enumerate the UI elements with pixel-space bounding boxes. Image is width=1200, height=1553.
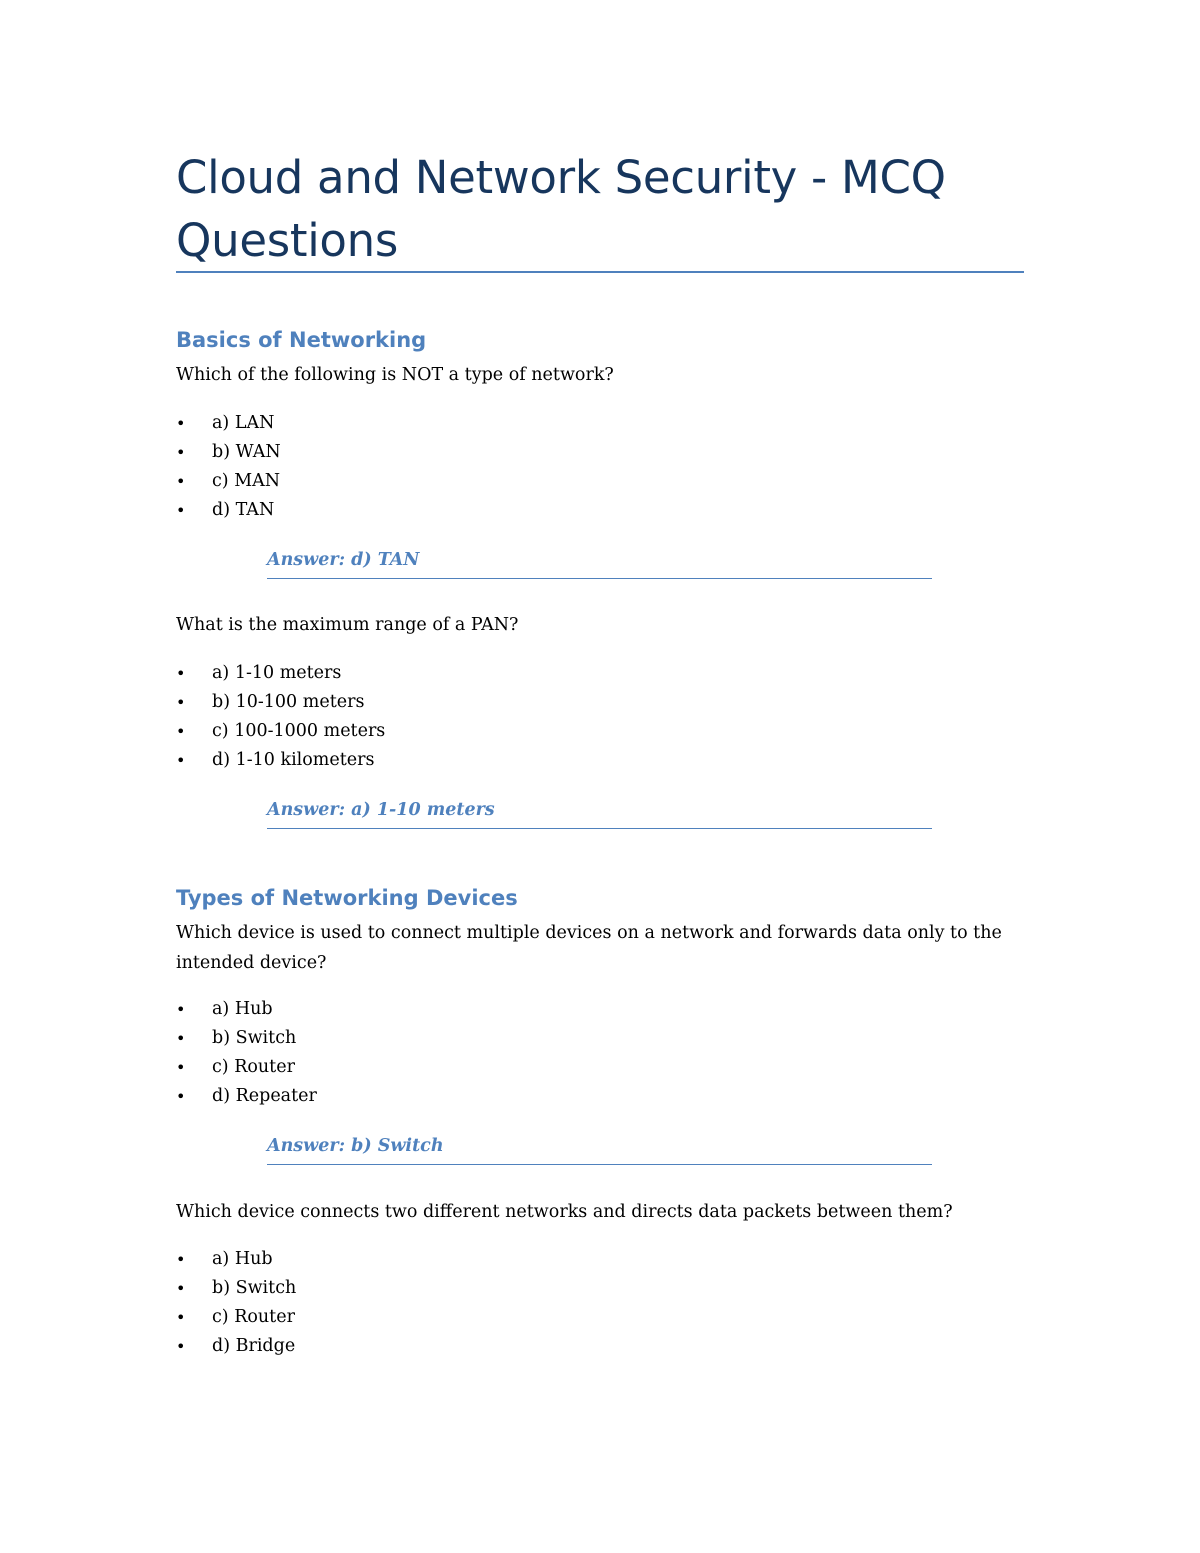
option-item: [176, 1274, 296, 1303]
option-label: d) Repeater: [212, 1086, 317, 1106]
option-label: d) TAN: [212, 500, 275, 520]
bullet-icon: •: [176, 472, 186, 491]
bullet-icon: •: [176, 693, 186, 712]
option-label: a) Hub: [212, 999, 273, 1019]
option-list: [176, 409, 281, 525]
option-item: [176, 438, 281, 467]
option-list: [176, 659, 385, 775]
option-item: [176, 995, 317, 1024]
option-item: [176, 467, 281, 496]
option-label: d) 1-10 kilometers: [212, 750, 375, 770]
answer-callout: Answer: d) TAN: [267, 546, 932, 579]
answer-callout: Answer: a) 1-10 meters: [267, 796, 932, 829]
option-item: [176, 1303, 296, 1332]
option-label: c) Router: [212, 1057, 295, 1077]
bullet-icon: •: [176, 1058, 186, 1077]
option-label: a) 1-10 meters: [212, 663, 342, 683]
option-item: [176, 1082, 317, 1111]
bullet-icon: •: [176, 664, 186, 683]
option-item: [176, 688, 385, 717]
bullet-icon: •: [176, 1337, 186, 1356]
document-title: Cloud and Network Security - MCQ Questions: [176, 151, 946, 267]
option-label: d) Bridge: [212, 1336, 296, 1356]
bullet-icon: •: [176, 1250, 186, 1269]
question-text: Which device is used to connect multiple devices on a network and forwards data only to the intended device?: [176, 923, 1002, 973]
question-text: Which of the following is NOT a type of network?: [176, 365, 614, 385]
bullet-icon: •: [176, 722, 186, 741]
bullet-icon: •: [176, 751, 186, 770]
option-label: b) Switch: [212, 1278, 297, 1298]
question-text: Which device connects two different networks and directs data packets between them?: [176, 1202, 953, 1222]
option-item: [176, 746, 385, 775]
option-label: a) Hub: [212, 1249, 273, 1269]
option-list: [176, 995, 317, 1111]
option-item: [176, 1053, 317, 1082]
section-heading-basics: Basics of Networking: [176, 328, 427, 352]
title-divider: [176, 271, 1024, 273]
option-item: [176, 1332, 296, 1361]
bullet-icon: •: [176, 443, 186, 462]
option-label: b) Switch: [212, 1028, 297, 1048]
bullet-icon: •: [176, 1308, 186, 1327]
option-item: [176, 496, 281, 525]
option-item: [176, 659, 385, 688]
option-label: c) 100-1000 meters: [212, 721, 386, 741]
option-label: a) LAN: [212, 413, 275, 433]
option-item: [176, 1245, 296, 1274]
bullet-icon: •: [176, 1000, 186, 1019]
option-label: c) Router: [212, 1307, 295, 1327]
option-item: [176, 409, 281, 438]
option-label: b) WAN: [212, 442, 281, 462]
section-heading-devices: Types of Networking Devices: [176, 886, 518, 910]
option-item: [176, 717, 385, 746]
bullet-icon: •: [176, 501, 186, 520]
answer-callout: Answer: b) Switch: [267, 1132, 932, 1165]
bullet-icon: •: [176, 414, 186, 433]
bullet-icon: •: [176, 1029, 186, 1048]
option-list: [176, 1245, 296, 1361]
question-text: What is the maximum range of a PAN?: [176, 615, 519, 635]
option-item: [176, 1024, 317, 1053]
bullet-icon: •: [176, 1279, 186, 1298]
option-label: b) 10-100 meters: [212, 692, 365, 712]
option-label: c) MAN: [212, 471, 281, 491]
bullet-icon: •: [176, 1087, 186, 1106]
